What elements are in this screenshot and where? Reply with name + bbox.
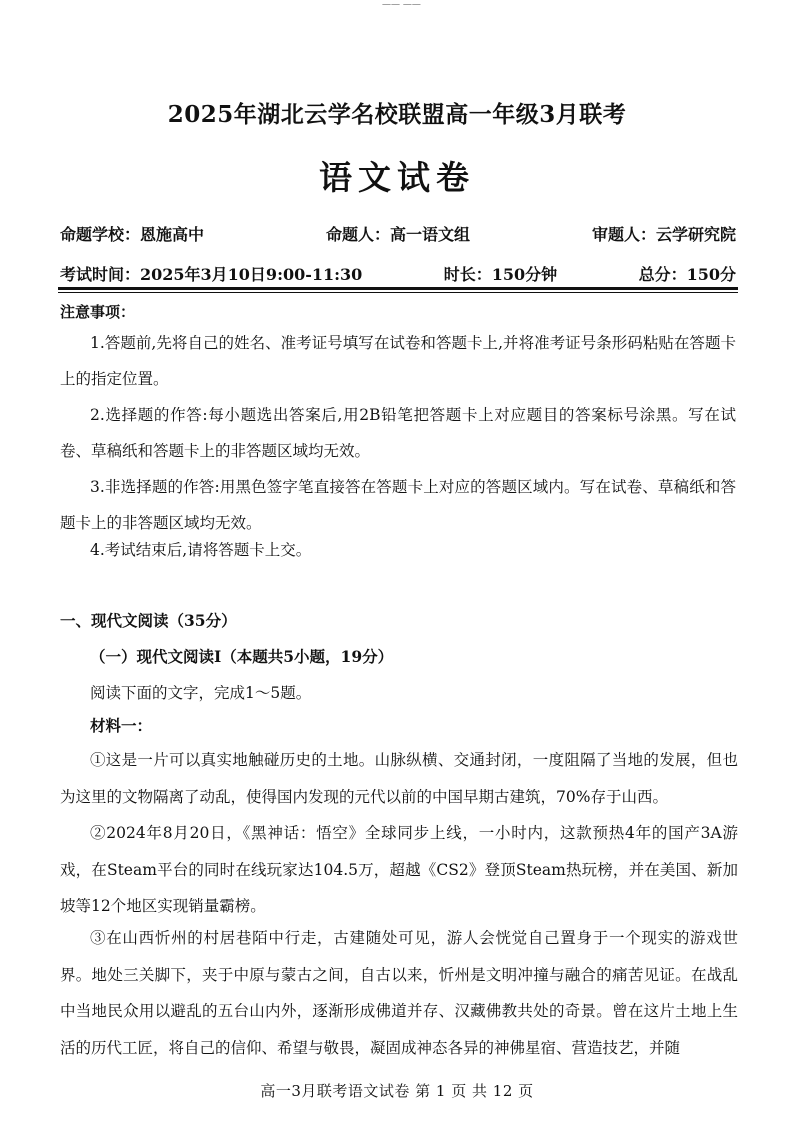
exam-duration: 时长：150分钟 bbox=[443, 265, 558, 284]
exam-info-row-1 bbox=[60, 222, 736, 245]
header-divider-thick bbox=[58, 287, 738, 290]
material-paragraph: ①这是一片可以真实地触碰历史的土地。山脉纵横、交通封闭，一度阻隔了当地的发展，但也为这里的文物隔离了动乱，使得国内发现的元代以前的中国早期古建筑，70%存于山西。 bbox=[60, 751, 738, 806]
reading-instruction: 阅读下面的文字，完成1～5题。 bbox=[90, 684, 312, 702]
page-footer: 高一3月联考语文试卷 第 1 页 共 12 页 bbox=[260, 1082, 534, 1100]
material-paragraph: ③在山西忻州的村居巷陌中行走，古建随处可见，游人会恍觉自己置身于一个现实的游戏世界。地处三关脚下，夹于中原与蒙古之间，自古以来，忻州是文明冲撞与融合的痛苦见证。在战乱中当地民众用以避乱的五台山内外，逐渐形成佛道并存、汉藏佛教共处的奇景。曾在这片土地上生活的历代工匠，将自己的信仰、希望与敬畏，凝固成神态各异的神佛星宿、营造技艺，并随 bbox=[60, 929, 738, 1057]
note-item: 4.考试结束后,请将答题卡上交。 bbox=[90, 541, 312, 559]
material-paragraph: ②2024年8月20日，《黑神话：悟空》全球同步上线，一小时内，这款预热4年的国产3A游戏，在Steam平台的同时在线玩家达104.5万，超越《CS2》登顶Steam热玩榜，并在美国、新加坡等12个地区实现销量霸榜。 bbox=[60, 824, 738, 915]
subject-title: 语文试卷 bbox=[319, 158, 475, 197]
note-item: 2.选择题的作答:每小题选出答案后,用2B铅笔把答题卡上对应题目的答案标号涂黑。写在试卷、草稿纸和答题卡上的非答题区域均无效。 bbox=[60, 406, 736, 460]
reviewer: 审题人：云学研究院 bbox=[591, 225, 736, 244]
notes-heading: 注意事项： bbox=[60, 303, 136, 321]
note-item: 1.答题前,先将自己的姓名、准考证号填写在试卷和答题卡上,并将准考证号条形码粘贴在答题卡上的指定位置。 bbox=[60, 334, 736, 388]
header-divider-thin bbox=[58, 292, 738, 293]
exam-time: 考试时间：2025年3月10日9:00-11:30 bbox=[60, 265, 363, 284]
material-label: 材料一： bbox=[90, 716, 153, 735]
exam-info-row-2 bbox=[60, 262, 736, 285]
top-mark: —— —— bbox=[382, 0, 421, 10]
section-heading: 一、现代文阅读（35分） bbox=[60, 611, 237, 630]
setter-person: 命题人：高一语文组 bbox=[325, 225, 470, 244]
section-subheading: （一）现代文阅读Ⅰ（本题共5小题，19分） bbox=[90, 647, 394, 666]
exam-total-score: 总分：150分 bbox=[638, 265, 736, 284]
exam-title: 2025年湖北云学名校联盟高一年级3月联考 bbox=[167, 101, 627, 128]
note-item: 3.非选择题的作答:用黑色签字笔直接答在答题卡上对应的答题区域内。写在试卷、草稿纸和答题卡上的非答题区域均无效。 bbox=[60, 478, 736, 532]
setter-school: 命题学校：恩施高中 bbox=[60, 225, 205, 244]
